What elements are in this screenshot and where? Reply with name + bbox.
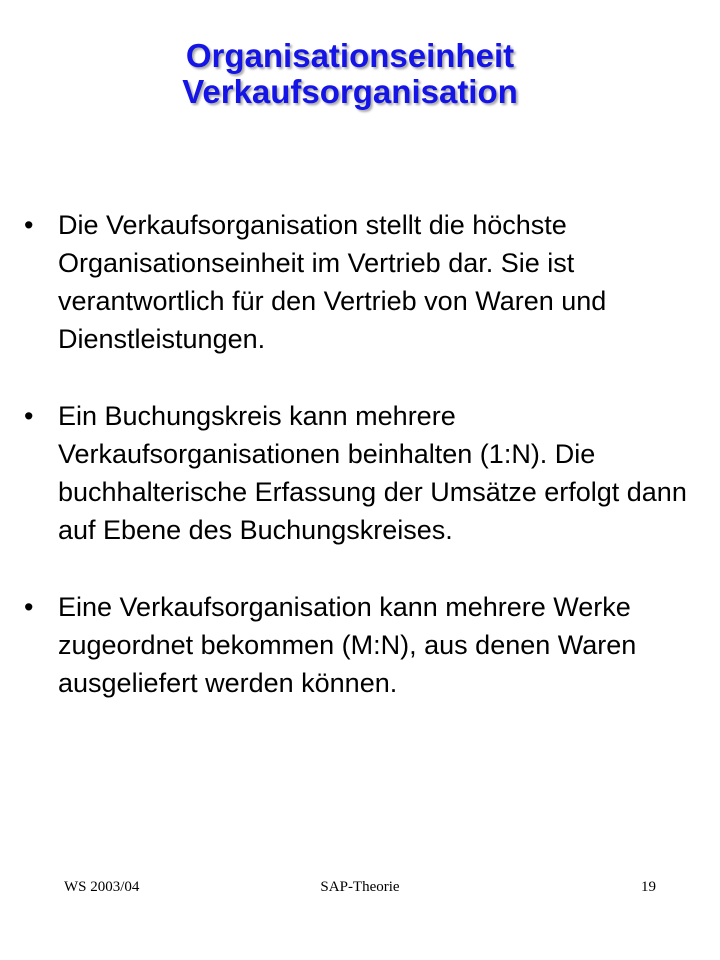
bullet-text: Eine Verkaufsorganisation kann mehrere Werke zugeordnet bekommen (M:N), aus denen Waren ausgeliefert werden können.	[58, 592, 637, 698]
slide-title	[0, 38, 700, 110]
bullet-dot-icon: •	[24, 210, 34, 240]
bullet-item	[24, 588, 694, 702]
slide-title-line-2: Verkaufsorganisation	[182, 73, 518, 110]
bullet-list	[24, 206, 694, 741]
bullet-dot-icon: •	[24, 401, 34, 431]
bullet-item	[24, 206, 694, 358]
bullet-item	[24, 397, 694, 549]
bullet-text: Ein Buchungskreis kann mehrere Verkaufsorganisationen beinhalten (1:N). Die buchhalterische Erfassung der Umsätze erfolgt dann auf Ebene des Buchungskreises.	[58, 401, 687, 545]
footer-page-number: 19	[641, 879, 656, 895]
bullet-text: Die Verkaufsorganisation stellt die höchste Organisationseinheit im Vertrieb dar. Sie ist verantwortlich für den Vertrieb von Waren und Dienstleistungen.	[58, 210, 607, 354]
bullet-dot-icon: •	[24, 592, 34, 622]
slide-title-line-1: Organisationseinheit	[185, 37, 515, 74]
footer-semester: WS 2003/04	[64, 879, 140, 895]
footer-course-title: SAP-Theorie	[320, 879, 400, 895]
